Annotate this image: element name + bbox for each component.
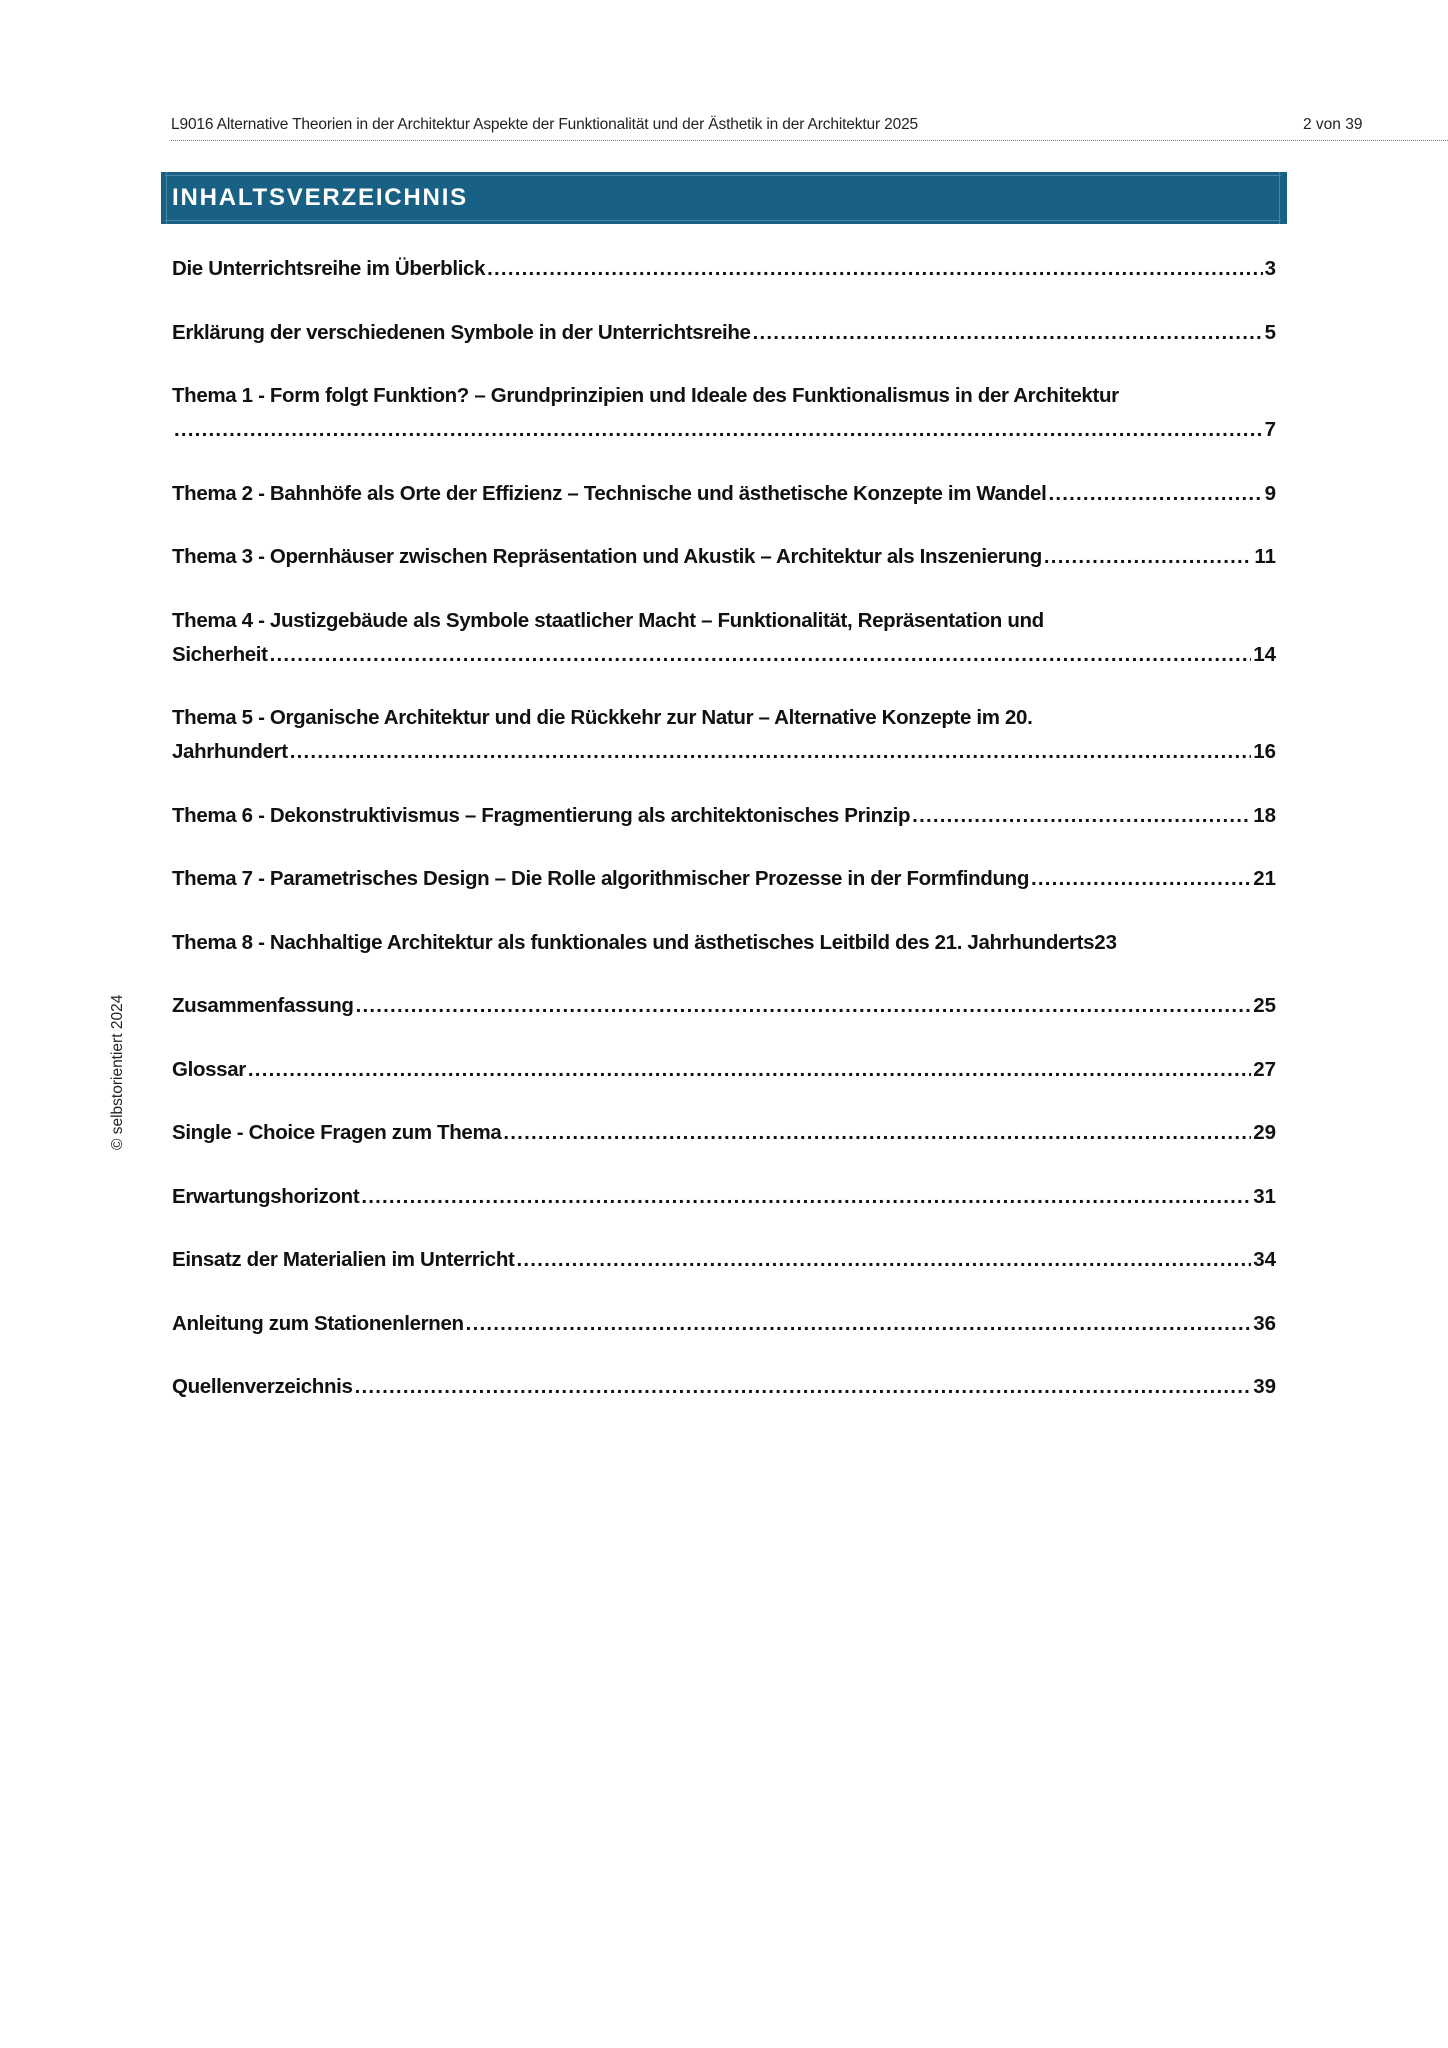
toc-entry-page: 36	[1253, 1311, 1276, 1335]
toc-entry[interactable]	[172, 862, 1276, 896]
toc-entry-label: Thema 5 - Organische Architektur und die Rückkehr zur Natur – Alternative Konzepte im 20.	[172, 706, 1033, 729]
toc-entry-page: 9	[1264, 481, 1276, 505]
toc-entry-page: 31	[1253, 1184, 1276, 1208]
toc-entry-page: 25	[1253, 994, 1276, 1017]
dot-leader	[503, 1116, 1251, 1150]
toc-entry[interactable]	[172, 1370, 1276, 1404]
toc-entry[interactable]	[172, 379, 1276, 447]
toc-entry-label: Thema 2 - Bahnhöfe als Orte der Effizienz – Technische und ästhetische Konzepte im Wandel	[172, 481, 1047, 505]
toc-entry[interactable]	[172, 799, 1276, 833]
toc-entry-label: Single - Choice Fragen zum Thema	[172, 1121, 502, 1144]
toc-entry-page: 27	[1253, 1057, 1276, 1081]
page-indicator: 2 von 39	[1303, 116, 1363, 133]
toc-entry-label: Thema 7 - Parametrisches Design – Die Rolle algorithmischer Prozesse in der Formfindung	[172, 867, 1029, 890]
table-of-contents	[172, 252, 1276, 1434]
toc-entry-page: 11	[1254, 545, 1276, 568]
toc-entry[interactable]	[172, 1053, 1276, 1087]
dot-leader	[912, 799, 1251, 833]
dot-leader	[753, 316, 1263, 350]
toc-entry-page: 34	[1253, 1248, 1276, 1271]
toc-entry-page: 16	[1253, 740, 1276, 763]
toc-entry-label: Thema 3 - Opernhäuser zwischen Repräsentation und Akustik – Architektur als Inszenierung	[172, 545, 1042, 568]
copyright-notice: © selbstorientiert 2024	[109, 994, 126, 1150]
toc-entry[interactable]	[172, 1180, 1276, 1214]
toc-entry-label: Quellenverzeichnis	[172, 1375, 353, 1398]
dot-leader	[1031, 862, 1251, 896]
toc-entry-label: Erwartungshorizont	[172, 1184, 360, 1208]
toc-entry-page: 18	[1253, 803, 1276, 827]
toc-entry[interactable]	[172, 604, 1276, 672]
dot-leader	[1044, 540, 1252, 574]
toc-entry[interactable]	[172, 701, 1276, 769]
toc-entry-label-continued: Sicherheit	[172, 642, 268, 666]
toc-entry-page: 5	[1264, 320, 1276, 344]
dot-leader	[290, 735, 1251, 769]
toc-entry[interactable]	[172, 989, 1276, 1023]
dot-leader	[361, 1180, 1251, 1214]
dot-leader	[1048, 477, 1262, 511]
toc-entry-label: Die Unterrichtsreihe im Überblick	[172, 257, 486, 280]
toc-heading: INHALTSVERZEICHNIS	[172, 184, 468, 211]
dot-leader	[516, 1243, 1251, 1277]
dot-leader	[355, 1370, 1252, 1404]
header-divider	[171, 140, 1448, 141]
toc-entry-label: Glossar	[172, 1057, 246, 1081]
dot-leader	[356, 989, 1252, 1023]
toc-title-bar	[161, 172, 1287, 224]
toc-entry-label: Thema 6 - Dekonstruktivismus – Fragmentierung als architektonisches Prinzip	[172, 803, 911, 827]
document-title: L9016 Alternative Theorien in der Architektur Aspekte der Funktionalität und der Ästhetik in der Architektur 2025	[171, 116, 919, 133]
toc-entry-page: 21	[1253, 867, 1276, 890]
toc-entry-label: Thema 4 - Justizgebäude als Symbole staatlicher Macht – Funktionalität, Repräsentation und	[172, 608, 1044, 632]
toc-entry[interactable]	[172, 1116, 1276, 1150]
toc-entry-page: 7	[1264, 418, 1276, 441]
toc-entry-page: 14	[1253, 642, 1276, 666]
dot-leader	[248, 1053, 1251, 1087]
toc-entry[interactable]	[172, 316, 1276, 350]
toc-entry-page: 23	[1094, 930, 1118, 954]
toc-entry[interactable]	[172, 540, 1276, 574]
toc-entry[interactable]	[172, 1243, 1276, 1277]
toc-entry-label: Einsatz der Materialien im Unterricht	[172, 1248, 515, 1271]
toc-entry-label-continued: Jahrhundert	[172, 740, 288, 763]
toc-entry-label: Thema 8 - Nachhaltige Architektur als funktionales und ästhetisches Leitbild des 21. Jahrhunderts	[172, 930, 1095, 954]
dot-leader	[466, 1307, 1252, 1341]
page-header	[171, 116, 1448, 142]
toc-entry[interactable]	[172, 477, 1276, 511]
toc-entry-label: Anleitung zum Stationenlernen	[172, 1311, 464, 1335]
dot-leader	[270, 638, 1252, 672]
toc-entry-label: Zusammenfassung	[172, 994, 354, 1017]
dot-leader	[174, 413, 1263, 447]
toc-entry-page: 3	[1264, 257, 1276, 280]
toc-entry-page: 39	[1253, 1375, 1276, 1398]
toc-entry[interactable]	[172, 926, 1276, 960]
toc-entry-label: Erklärung der verschiedenen Symbole in der Unterrichtsreihe	[172, 320, 751, 344]
toc-entry[interactable]	[172, 252, 1276, 286]
toc-entry-label: Thema 1 - Form folgt Funktion? – Grundprinzipien und Ideale des Funktionalismus in der Architektur	[172, 384, 1119, 407]
toc-entry-page: 29	[1253, 1121, 1276, 1144]
dot-leader	[487, 252, 1262, 286]
toc-entry[interactable]	[172, 1307, 1276, 1341]
